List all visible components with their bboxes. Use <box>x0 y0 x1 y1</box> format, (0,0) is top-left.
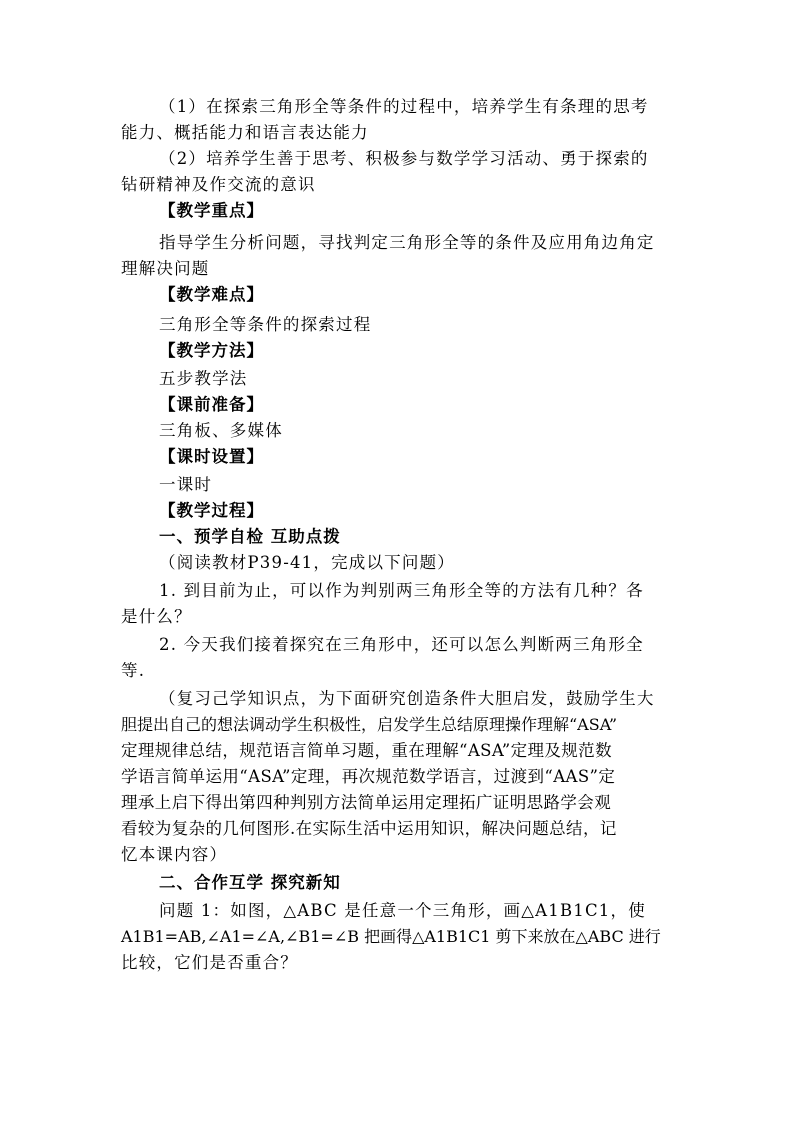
schedule-text: 一课时 <box>159 475 213 494</box>
heading-difficulties: 【教学难点】 <box>159 285 264 304</box>
review-note-line-3: 定理规律总结，规范语言简单习题，重在理解“ASA”定理及规范数 <box>121 741 612 760</box>
methods-text: 五步教学法 <box>159 369 248 388</box>
heading-methods: 【教学方法】 <box>159 341 264 360</box>
section-1-heading: 一、预学自检 互助点拨 <box>159 527 341 546</box>
reading-instruction: （阅读教材P39-41，完成以下问题） <box>159 553 455 572</box>
review-note-line-2: 胆提出自己的想法调动学生积极性，启发学生总结原理操作理解“ASA” <box>121 715 618 734</box>
objective-1-line-2: 能力、概括能力和语言表达能力 <box>121 123 369 142</box>
review-note-line-4: 学语言简单运用“ASA”定理，再次规范数学语言，过渡到“AAS”定 <box>121 767 616 786</box>
question-1-line-1: 1. 到目前为止，可以作为判别两三角形全等的方法有几种？各 <box>159 581 644 600</box>
review-note-line-7: 忆本课内容） <box>121 845 228 864</box>
objective-2-line-1: （2）培养学生善于思考、积极参与数学学习活动、勇于探索的 <box>159 149 649 168</box>
problem-1-line-3: 比较，它们是否重合？ <box>121 953 298 972</box>
question-2-line-1: 2. 今天我们接着探究在三角形中，还可以怎么判断两三角形全 <box>159 635 644 654</box>
review-note-line-5: 理承上启下得出第四种判别方法简单运用定理拓广证明思路学会观 <box>121 793 612 812</box>
review-note-line-1: （复习己学知识点，为下面研究创造条件大胆启发，鼓励学生大 <box>159 689 655 708</box>
heading-key-points: 【教学重点】 <box>159 201 264 220</box>
question-2-line-2: 等. <box>121 661 146 680</box>
key-points-line-1: 指导学生分析问题，寻找判定三角形全等的条件及应用角边角定 <box>159 233 655 252</box>
objective-2-line-2: 钻研精神及作交流的意识 <box>121 175 316 194</box>
heading-preparation: 【课前准备】 <box>159 395 264 414</box>
heading-schedule: 【课时设置】 <box>159 447 264 466</box>
problem-1-line-1: 问题 1：如图，△ABC 是任意一个三角形，画△A1B1C1，使 <box>159 901 646 920</box>
problem-1-line-2: A1B1=AB,∠A1=∠A,∠B1=∠B 把画得△A1B1C1 剪下来放在△ABC 进行 <box>121 927 661 946</box>
section-2-heading: 二、合作互学 探究新知 <box>159 873 341 892</box>
difficulties-text: 三角形全等条件的探索过程 <box>159 315 372 334</box>
preparation-text: 三角板、多媒体 <box>159 421 283 440</box>
key-points-line-2: 理解决问题 <box>121 259 210 278</box>
objective-1-line-1: （1）在探索三角形全等条件的过程中，培养学生有条理的思考 <box>159 97 649 116</box>
question-1-line-2: 是什么？ <box>121 607 192 626</box>
heading-process: 【教学过程】 <box>159 501 264 520</box>
review-note-line-6: 看较为复杂的几何图形.在实际生活中运用知识，解决问题总结，记 <box>121 819 617 838</box>
